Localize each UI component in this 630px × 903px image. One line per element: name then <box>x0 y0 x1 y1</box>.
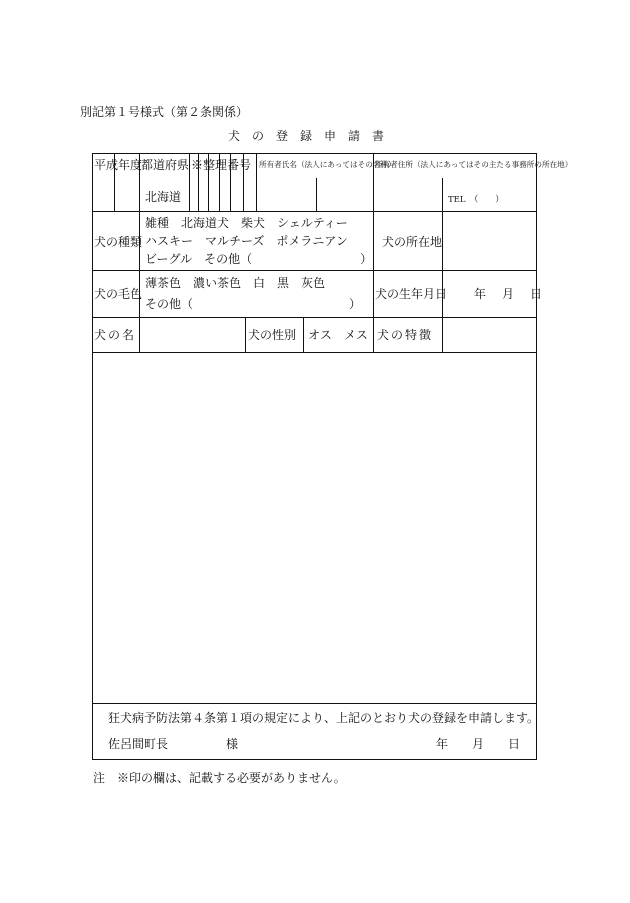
breed-options-line1: 雑種 北海道犬 柴犬 シェルティー <box>145 216 348 230</box>
application-date: 年 月 日 <box>436 737 521 751</box>
note: 注 ※印の欄は、記載する必要がありません。 <box>93 771 346 785</box>
serial-number-label: ※整理番号 <box>191 158 252 172</box>
application-statement: 狂犬病予防法第４条第１項の規定により、上記のとおり犬の登録を申請します。 <box>108 711 540 725</box>
owner-name-label: 所有者氏名（法人にあってはその名称） <box>259 160 396 169</box>
dog-sex-label: 犬の性別 <box>248 328 297 342</box>
coat-color-label: 犬の毛色 <box>94 287 143 301</box>
dog-location-label: 犬の所在地 <box>382 235 443 249</box>
breed-options-line2: ハスキー マルチーズ ポメラニアン <box>145 234 348 248</box>
addressee: 佐呂間町長 <box>108 737 169 751</box>
birth-date-value: 年 月 日 <box>474 287 545 301</box>
coat-color-options-line2: その他（ ） <box>145 297 362 311</box>
dog-sex-options: オス メス <box>308 328 368 342</box>
birth-date-label: 犬の生年月日 <box>375 287 448 301</box>
tel-label: TEL （ ） <box>448 195 504 205</box>
breed-options-line3: ビーグル その他（ ） <box>145 252 373 266</box>
dog-features-label: 犬の特徴 <box>377 328 434 342</box>
coat-color-options-line1: 薄茶色 濃い茶色 白 黒 灰色 <box>145 276 326 290</box>
heisei-nendo-label: 平成年度 <box>94 158 143 172</box>
owner-address-label: 所有者住所（法人にあってはその主たる事務所の所在地） <box>375 160 573 169</box>
page-title: 犬 の 登 録 申 請 書 <box>228 129 385 143</box>
prefecture-value: 北海道 <box>145 190 182 204</box>
form-label: 別記第１号様式（第２条関係） <box>80 105 249 119</box>
breed-label: 犬の種類 <box>94 235 143 249</box>
dog-name-label: 犬の名 <box>94 328 137 342</box>
prefecture-label: 都道府県 <box>141 158 190 172</box>
honorific: 様 <box>226 737 239 751</box>
